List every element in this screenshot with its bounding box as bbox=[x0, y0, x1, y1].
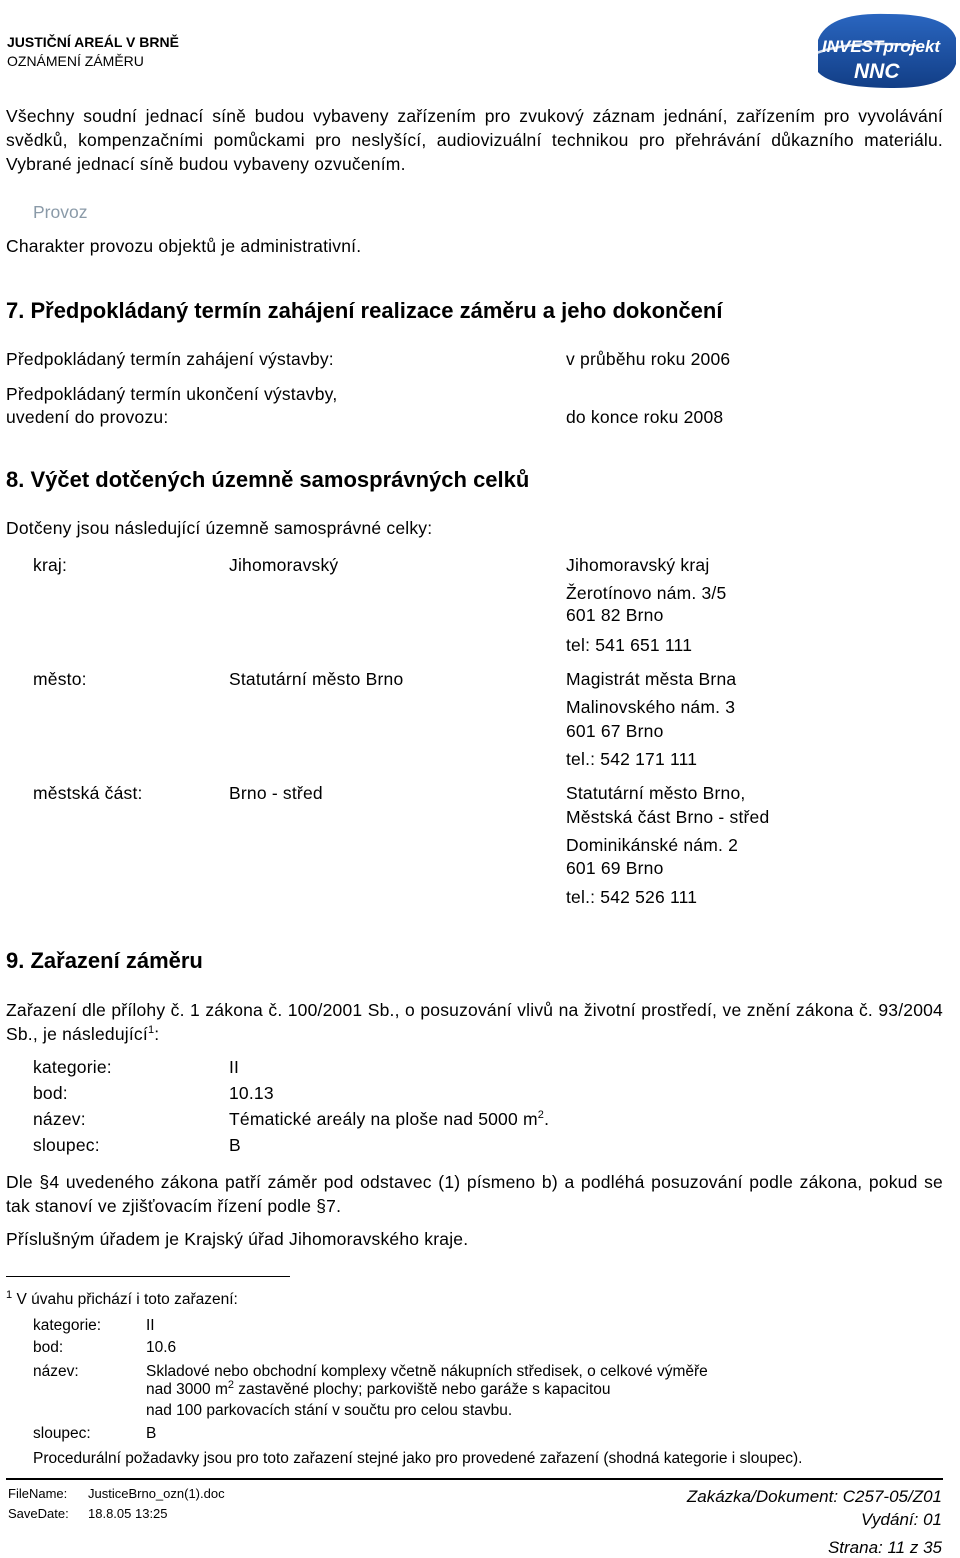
kraj-label: kraj: bbox=[33, 555, 68, 575]
footer-savedate: 18.8.05 13:25 bbox=[88, 1506, 168, 1521]
header-subtitle: OZNÁMENÍ ZÁMĚRU bbox=[7, 53, 144, 69]
logo-text-line1: INVESTprojekt bbox=[822, 37, 941, 56]
mestska-cast-address-line: Dominikánské nám. 2 bbox=[566, 835, 739, 855]
footer-separator bbox=[6, 1478, 943, 1480]
header-title: JUSTIČNÍ AREÁL V BRNĚ bbox=[7, 34, 179, 50]
section7-start-label: Předpokládaný termín zahájení výstavby: bbox=[6, 349, 334, 369]
intro-paragraph: Všechny soudní jednací síně budou vybaveny zařízením pro zvukový záznam jednání, zařízením pro vyvolávání svědků, kompenzačními pomůckami pro neslyšící, audiovizuální technikou pro přehrávání důkazního materiálu. Vybrané jednací síně budou vybaveny ozvučením. bbox=[6, 106, 943, 174]
section7-start-value: v průběhu roku 2006 bbox=[566, 349, 731, 369]
fn-nazev-line: nad 100 parkovacích stání v součtu pro celou stavbu. bbox=[146, 1402, 513, 1419]
section7-end-value: do konce roku 2008 bbox=[566, 407, 724, 427]
mestska-cast-address-line: 601 69 Brno bbox=[566, 858, 664, 878]
nazev-label: název: bbox=[33, 1109, 86, 1129]
kraj-name: Jihomoravský bbox=[229, 555, 339, 575]
footer-savedate-label: SaveDate: bbox=[8, 1506, 69, 1521]
kraj-address-line: 601 82 Brno bbox=[566, 605, 664, 625]
kraj-address-line: Jihomoravský kraj bbox=[566, 555, 710, 575]
section7-end-label-2: uvedení do provozu: bbox=[6, 407, 169, 427]
mestska-cast-address-line: Statutární město Brno, bbox=[566, 783, 746, 803]
section9-paragraph: Dle §4 uvedeného zákona patří záměr pod odstavec (1) písmeno b) a podléhá posuzování podle zákona, pokud se tak stanoví ve zjišťovacím řízení podle §7. bbox=[6, 1172, 943, 1216]
fn-kategorie-value: II bbox=[146, 1317, 155, 1334]
section7-end-label-1: Předpokládaný termín ukončení výstavby, bbox=[6, 384, 338, 404]
mesto-address-line: Magistrát města Brna bbox=[566, 669, 737, 689]
fn-kategorie-label: kategorie: bbox=[33, 1317, 102, 1334]
footer-filename: JusticeBrno_ozn(1).doc bbox=[88, 1486, 225, 1501]
mesto-name: Statutární město Brno bbox=[229, 669, 404, 689]
mestska-cast-phone: tel.: 542 526 111 bbox=[566, 887, 698, 907]
section8-heading: 8. Výčet dotčených územně samosprávných celků bbox=[6, 467, 530, 492]
fn-closing: Procedurální požadavky jsou pro toto zařazení stejné jako pro provedené zařazení (shodná kategorie i sloupec). bbox=[33, 1450, 803, 1467]
bod-label: bod: bbox=[33, 1083, 68, 1103]
mestska-cast-address-line: Městská část Brno - střed bbox=[566, 807, 770, 827]
fn-nazev-line: nad 3000 $m^2$ zastavěné plochy; parkoviště nebo garáže s kapacitou bbox=[146, 1378, 611, 1398]
kraj-phone: tel: 541 651 111 bbox=[566, 635, 693, 655]
section9-text: Zařazení dle přílohy č. 1 zákona č. 100/2001 Sb., o posuzování vlivů na životní prostředí, ve znění zákona č. 93/2004 Sb., je následující$^1$: bbox=[6, 1000, 943, 1044]
fn-sloupec-value: B bbox=[146, 1425, 157, 1442]
mesto-address-line: 601 67 Brno bbox=[566, 721, 664, 741]
mesto-phone: tel.: 542 171 111 bbox=[566, 749, 698, 769]
footer-page-number: Strana: 11 z 35 bbox=[827, 1538, 942, 1557]
kategorie-value: II bbox=[229, 1057, 240, 1077]
fn-bod-label: bod: bbox=[33, 1339, 64, 1356]
section7-heading: 7. Předpokládaný termín zahájení realizace záměru a jeho dokončení bbox=[6, 298, 723, 323]
nazev-value: Tématické areály na ploše nad 5000 $m^2$. bbox=[229, 1109, 550, 1129]
kategorie-label: kategorie: bbox=[33, 1057, 112, 1077]
bod-value: 10.13 bbox=[229, 1083, 274, 1103]
section8-intro: Dotčeny jsou následující územně samosprávné celky: bbox=[6, 518, 433, 538]
footer-order: Zakázka/Dokument: C257-05/Z01 bbox=[686, 1487, 942, 1506]
footer-edition: Vydání: 01 bbox=[861, 1510, 942, 1529]
footer-filename-label: FileName: bbox=[8, 1486, 68, 1501]
logo-text-line2: NNC bbox=[854, 60, 900, 83]
section9-authority: Příslušným úřadem je Krajský úřad Jihomoravského kraje. bbox=[6, 1229, 469, 1249]
mesto-label: město: bbox=[33, 669, 87, 689]
provoz-text: Charakter provozu objektů je administrativní. bbox=[6, 236, 362, 256]
mestska-cast-name: Brno - střed bbox=[229, 783, 323, 803]
fn-bod-value: 10.6 bbox=[146, 1339, 177, 1356]
kraj-address-line: Žerotínovo nám. 3/5 bbox=[566, 583, 727, 603]
fn-nazev-label: název: bbox=[33, 1363, 79, 1380]
mesto-address-line: Malinovského nám. 3 bbox=[566, 697, 736, 717]
mestska-cast-label: městská část: bbox=[33, 783, 143, 803]
provoz-heading: Provoz bbox=[33, 202, 88, 222]
footnote-separator bbox=[6, 1276, 290, 1277]
investprojekt-logo bbox=[798, 8, 958, 90]
sloupec-label: sloupec: bbox=[33, 1135, 100, 1155]
section9-heading: 9. Zařazení záměru bbox=[6, 948, 203, 973]
fn-nazev-line: Skladové nebo obchodní komplexy včetně nákupních středisek, o celkové výměře bbox=[146, 1363, 708, 1380]
footnote-intro: $^1$ V úvahu přichází i toto zařazení: bbox=[6, 1288, 238, 1308]
fn-sloupec-label: sloupec: bbox=[33, 1425, 91, 1442]
sloupec-value: B bbox=[229, 1135, 241, 1155]
